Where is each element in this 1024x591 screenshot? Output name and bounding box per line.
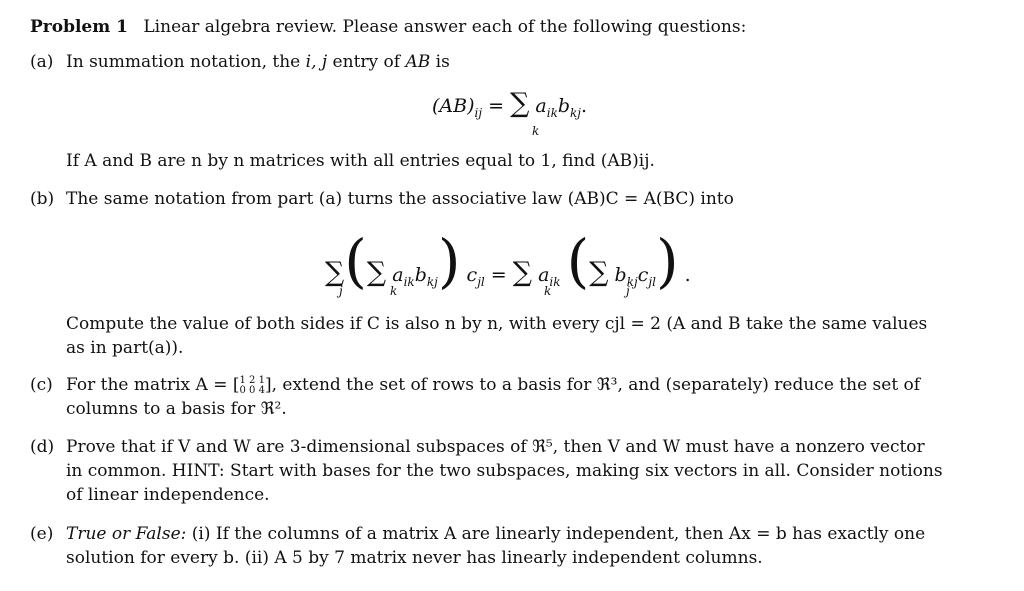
- true-false-label: True or False:: [66, 524, 187, 544]
- problem-label: Problem 1: [30, 17, 128, 37]
- part-d-line2: in common. HINT: Start with bases for the two subspaces, making six vectors in all. Consider notions: [66, 461, 943, 481]
- part-b-question-1: Compute the value of both sides if C is also n by n, with every cjl = 2 (A and B take the same values: [66, 314, 928, 334]
- part-a-intro-vars: i, j: [305, 52, 328, 72]
- part-a-question: If A and B are n by n matrices with all entries equal to 1, find (AB)ij.: [66, 151, 655, 171]
- eq-a: a: [535, 95, 547, 117]
- matrix-row-2: 0 0 4: [239, 384, 265, 396]
- eq-b-sub: kj: [570, 105, 582, 120]
- part-e-line1-rest: (i) If the columns of a matrix A are linearly independent, then Ax = b has exactly one: [186, 524, 926, 544]
- sum-symbol: ∑: [510, 88, 530, 119]
- part-e-line2: solution for every b. (ii) A 5 by 7 matrix never has linearly independent columns.: [66, 548, 763, 568]
- part-c-tag: (c): [30, 375, 53, 395]
- paren-open-left: (: [344, 227, 367, 295]
- part-c-line2: columns to a basis for ℜ².: [66, 399, 287, 419]
- sum-k-right: ∑: [512, 257, 533, 288]
- eq-lhs-sub: ij: [474, 105, 483, 120]
- paren-open-right: (: [566, 227, 590, 295]
- part-b-intro: The same notation from part (a) turns the associative law (AB)C = A(BC) into: [66, 189, 734, 209]
- problem-header: [30, 16, 746, 38]
- sum-j-inner: ∑: [589, 257, 609, 288]
- index-j-1: j: [339, 284, 343, 298]
- index-j-2: j: [626, 284, 630, 298]
- sum-j-left: ∑: [325, 257, 345, 288]
- part-c-prefix: For the matrix A =: [66, 375, 233, 395]
- part-b-tag: (b): [30, 189, 55, 209]
- part-b-equation: ∑(∑ $a_{ik}b_{kj}$) $c_{jl}$ = ∑ $a_{ik}$ (∑ $b_{kj}c_{jl}$) .: [325, 227, 691, 295]
- part-a-equation: $(AB)_{ij}$ = ∑ $a_{ik}b_{kj}$.: [432, 88, 588, 120]
- sum-index-k: k: [532, 124, 540, 138]
- eq-lhs: (AB): [432, 95, 475, 117]
- matrix-row-1: 1 2 1: [239, 374, 265, 386]
- problem-intro: Linear algebra review. Please answer each of the following questions:: [143, 17, 747, 37]
- part-d-tag: (d): [30, 437, 55, 457]
- eq-a-sub: ik: [546, 105, 558, 120]
- eq-b: b: [557, 95, 571, 117]
- paren-close-left: ): [437, 227, 461, 295]
- part-a-intro-prefix: In summation notation, the: [66, 52, 306, 72]
- part-a-tag: (a): [30, 52, 54, 72]
- sum-k-inner: ∑: [366, 257, 387, 288]
- part-c-line1: For the matrix A = [1 2 1 0 0 4], extend the set of rows to a basis for ℜ³, and (separately) reduce the set of: [66, 374, 921, 396]
- part-d-line1: Prove that if V and W are 3-dimensional subspaces of ℜ⁵, then V and W must have a nonzero vector: [66, 437, 925, 457]
- matrix-a: [240, 376, 265, 396]
- part-c-suffix: , extend the set of rows to a basis for ℜ³, and (separately) reduce the set of: [271, 375, 921, 395]
- index-k-1: k: [390, 284, 398, 298]
- part-e-line1: [66, 523, 925, 545]
- part-d-line3: of linear independence.: [66, 485, 270, 505]
- part-a-intro-mat: AB: [405, 52, 431, 72]
- index-k-2: k: [544, 284, 552, 298]
- paren-close-right: ): [655, 227, 679, 295]
- part-a-intro-suffix: is: [430, 52, 450, 72]
- part-b-question-2: as in part(a)).: [66, 338, 184, 358]
- part-a-intro-mid: entry of: [327, 52, 406, 72]
- part-a-intro: [66, 51, 450, 73]
- part-e-tag: (e): [30, 524, 54, 544]
